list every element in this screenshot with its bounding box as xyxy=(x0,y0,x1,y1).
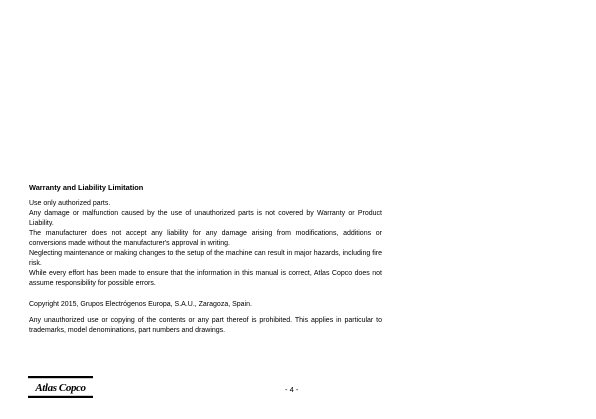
document-body xyxy=(29,183,382,336)
copyright-text: Copyright 2015, Grupos Electrógenos Europa, S.A.U., Zaragoza, Spain. xyxy=(29,301,252,308)
atlas-copco-logo xyxy=(28,376,93,398)
paragraph-errors: While every effort has been made to ensure that the information in this manual is correct, Atlas Copco does not assume responsibility for possible errors. xyxy=(29,270,382,287)
paragraph-modifications: The manufacturer does not accept any liability for any damage arising from modifications, additions or conversions made without the manufacturer's approval in writing. xyxy=(29,230,382,247)
usage-notice: Any unauthorized use or copying of the contents or any part thereof is prohibited. This applies in particular to trademarks, model denominations, part numbers and drawings. xyxy=(29,317,382,334)
paragraph-authorized-parts: Use only authorized parts. xyxy=(29,200,111,207)
paragraph-maintenance: Neglecting maintenance or making changes to the setup of the machine can result in major hazards, including fire risk. xyxy=(29,250,382,267)
page-number: - 4 - xyxy=(285,385,299,394)
svg-text:Atlas Copco: Atlas Copco xyxy=(35,382,86,395)
section-heading: Warranty and Liability Limitation xyxy=(29,183,144,192)
paragraph-unauthorized-parts: Any damage or malfunction caused by the use of unauthorized parts is not covered by Warranty or Product Liability. xyxy=(29,210,382,227)
